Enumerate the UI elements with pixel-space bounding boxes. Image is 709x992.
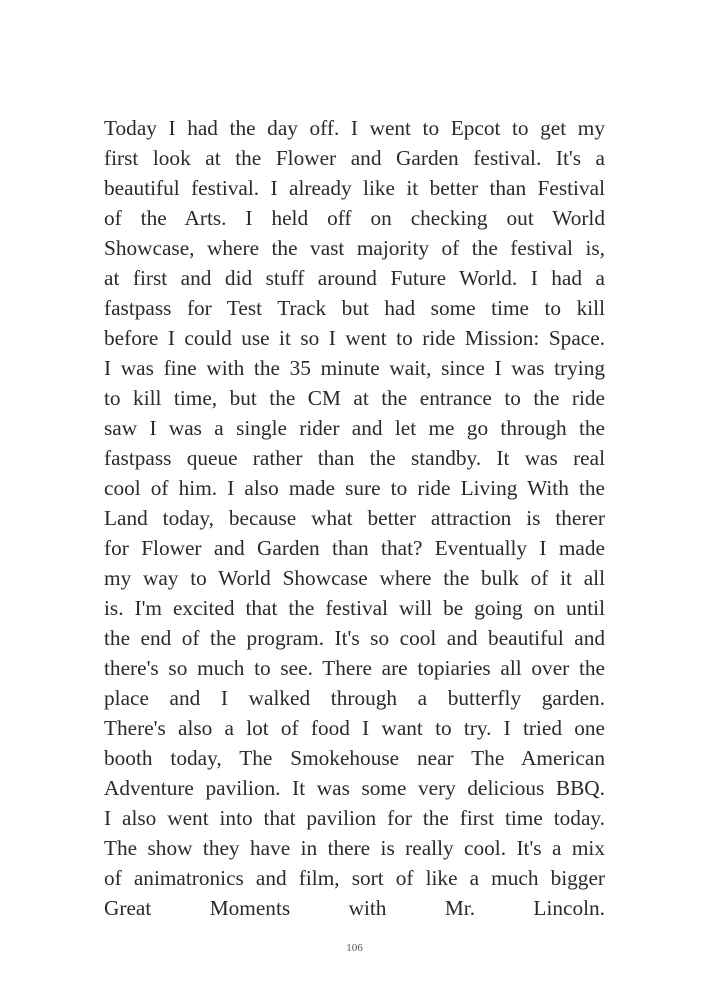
text-line: of the Arts. I held off on checking out World xyxy=(104,206,605,230)
text-line: is. I'm excited that the festival will be going on until xyxy=(104,596,605,620)
text-line: Great Moments with Mr. Lincoln. xyxy=(104,896,605,920)
text-line: place and I walked through a butterfly garden. xyxy=(104,686,605,710)
text-line: at first and did stuff around Future World. I had a xyxy=(104,266,605,290)
text-line: Adventure pavilion. It was some very delicious BBQ. xyxy=(104,776,605,800)
text-line: for Flower and Garden than that? Eventually I made xyxy=(104,536,605,560)
text-line: my way to World Showcase where the bulk of it all xyxy=(104,566,605,590)
text-line: before I could use it so I went to ride Mission: Space. xyxy=(104,326,605,350)
text-line: the end of the program. It's so cool and beautiful and xyxy=(104,626,605,650)
text-line: to kill time, but the CM at the entrance to the ride xyxy=(104,386,605,410)
text-line: I was fine with the 35 minute wait, since I was trying xyxy=(104,356,605,380)
text-line: There's also a lot of food I want to try. I tried one xyxy=(104,716,605,740)
text-line: there's so much to see. There are topiaries all over the xyxy=(104,656,605,680)
text-line: fastpass queue rather than the standby. It was real xyxy=(104,446,605,470)
text-line: The show they have in there is really cool. It's a mix xyxy=(104,836,605,860)
text-line: Land today, because what better attraction is therer xyxy=(104,506,605,530)
journal-entry-text xyxy=(104,113,605,923)
text-line: saw I was a single rider and let me go through the xyxy=(104,416,605,440)
page-number: 106 xyxy=(346,942,363,954)
text-line: cool of him. I also made sure to ride Living With the xyxy=(104,476,605,500)
text-line: I also went into that pavilion for the first time today. xyxy=(104,806,605,830)
text-line: Showcase, where the vast majority of the festival is, xyxy=(104,236,605,260)
text-line: fastpass for Test Track but had some time to kill xyxy=(104,296,605,320)
text-line: first look at the Flower and Garden festival. It's a xyxy=(104,146,605,170)
text-line: Today I had the day off. I went to Epcot to get my xyxy=(104,116,605,140)
text-line: booth today, The Smokehouse near The American xyxy=(104,746,605,770)
text-line: of animatronics and film, sort of like a much bigger xyxy=(104,866,605,890)
text-line: beautiful festival. I already like it better than Festival xyxy=(104,176,605,200)
